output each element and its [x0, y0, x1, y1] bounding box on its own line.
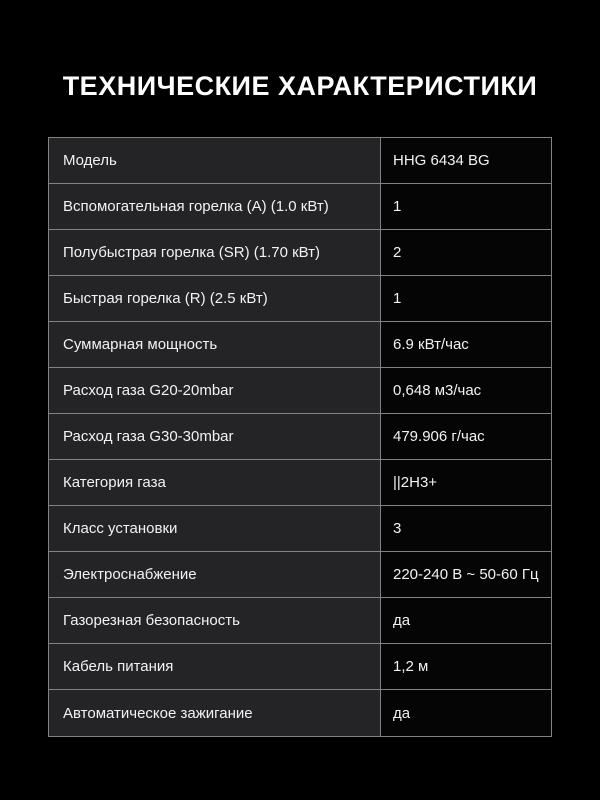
- table-row: [49, 230, 551, 276]
- table-row: [49, 506, 551, 552]
- spec-value-cell: 479.906 г/час: [381, 414, 551, 459]
- spec-label-cell: Расход газа G30-30mbar: [49, 414, 381, 459]
- table-row: [49, 184, 551, 230]
- specs-table: [48, 137, 552, 737]
- spec-value-cell: HHG 6434 BG: [381, 138, 551, 183]
- table-row: [49, 598, 551, 644]
- spec-label-cell: Вспомогательная горелка (А) (1.0 кВт): [49, 184, 381, 229]
- spec-label-cell: Полубыстрая горелка (SR) (1.70 кВт): [49, 230, 381, 275]
- spec-value-cell: 0,648 м3/час: [381, 368, 551, 413]
- spec-value-cell: 1,2 м: [381, 644, 551, 689]
- table-row: [49, 276, 551, 322]
- table-row: [49, 414, 551, 460]
- spec-value-cell: 6.9 кВт/час: [381, 322, 551, 367]
- spec-value-cell: 220-240 В ~ 50-60 Гц: [381, 552, 551, 597]
- spec-value-cell: 2: [381, 230, 551, 275]
- spec-value-cell: ||2H3+: [381, 460, 551, 505]
- spec-label-cell: Электроснабжение: [49, 552, 381, 597]
- spec-value-cell: да: [381, 598, 551, 643]
- table-row: [49, 644, 551, 690]
- table-row: [49, 138, 551, 184]
- spec-value-cell: 3: [381, 506, 551, 551]
- table-row: [49, 368, 551, 414]
- spec-label-cell: Категория газа: [49, 460, 381, 505]
- table-row: [49, 552, 551, 598]
- spec-label-cell: Быстрая горелка (R) (2.5 кВт): [49, 276, 381, 321]
- table-row: [49, 460, 551, 506]
- spec-label-cell: Расход газа G20-20mbar: [49, 368, 381, 413]
- spec-value-cell: 1: [381, 276, 551, 321]
- spec-value-cell: да: [381, 690, 551, 736]
- spec-label-cell: Газорезная безопасность: [49, 598, 381, 643]
- spec-label-cell: Автоматическое зажигание: [49, 690, 381, 736]
- spec-label-cell: Модель: [49, 138, 381, 183]
- spec-value-cell: 1: [381, 184, 551, 229]
- spec-label-cell: Суммарная мощность: [49, 322, 381, 367]
- table-row: [49, 690, 551, 736]
- spec-label-cell: Кабель питания: [49, 644, 381, 689]
- spec-label-cell: Класс установки: [49, 506, 381, 551]
- page-title: ТЕХНИЧЕСКИЕ ХАРАКТЕРИСТИКИ: [62, 71, 538, 101]
- table-row: [49, 322, 551, 368]
